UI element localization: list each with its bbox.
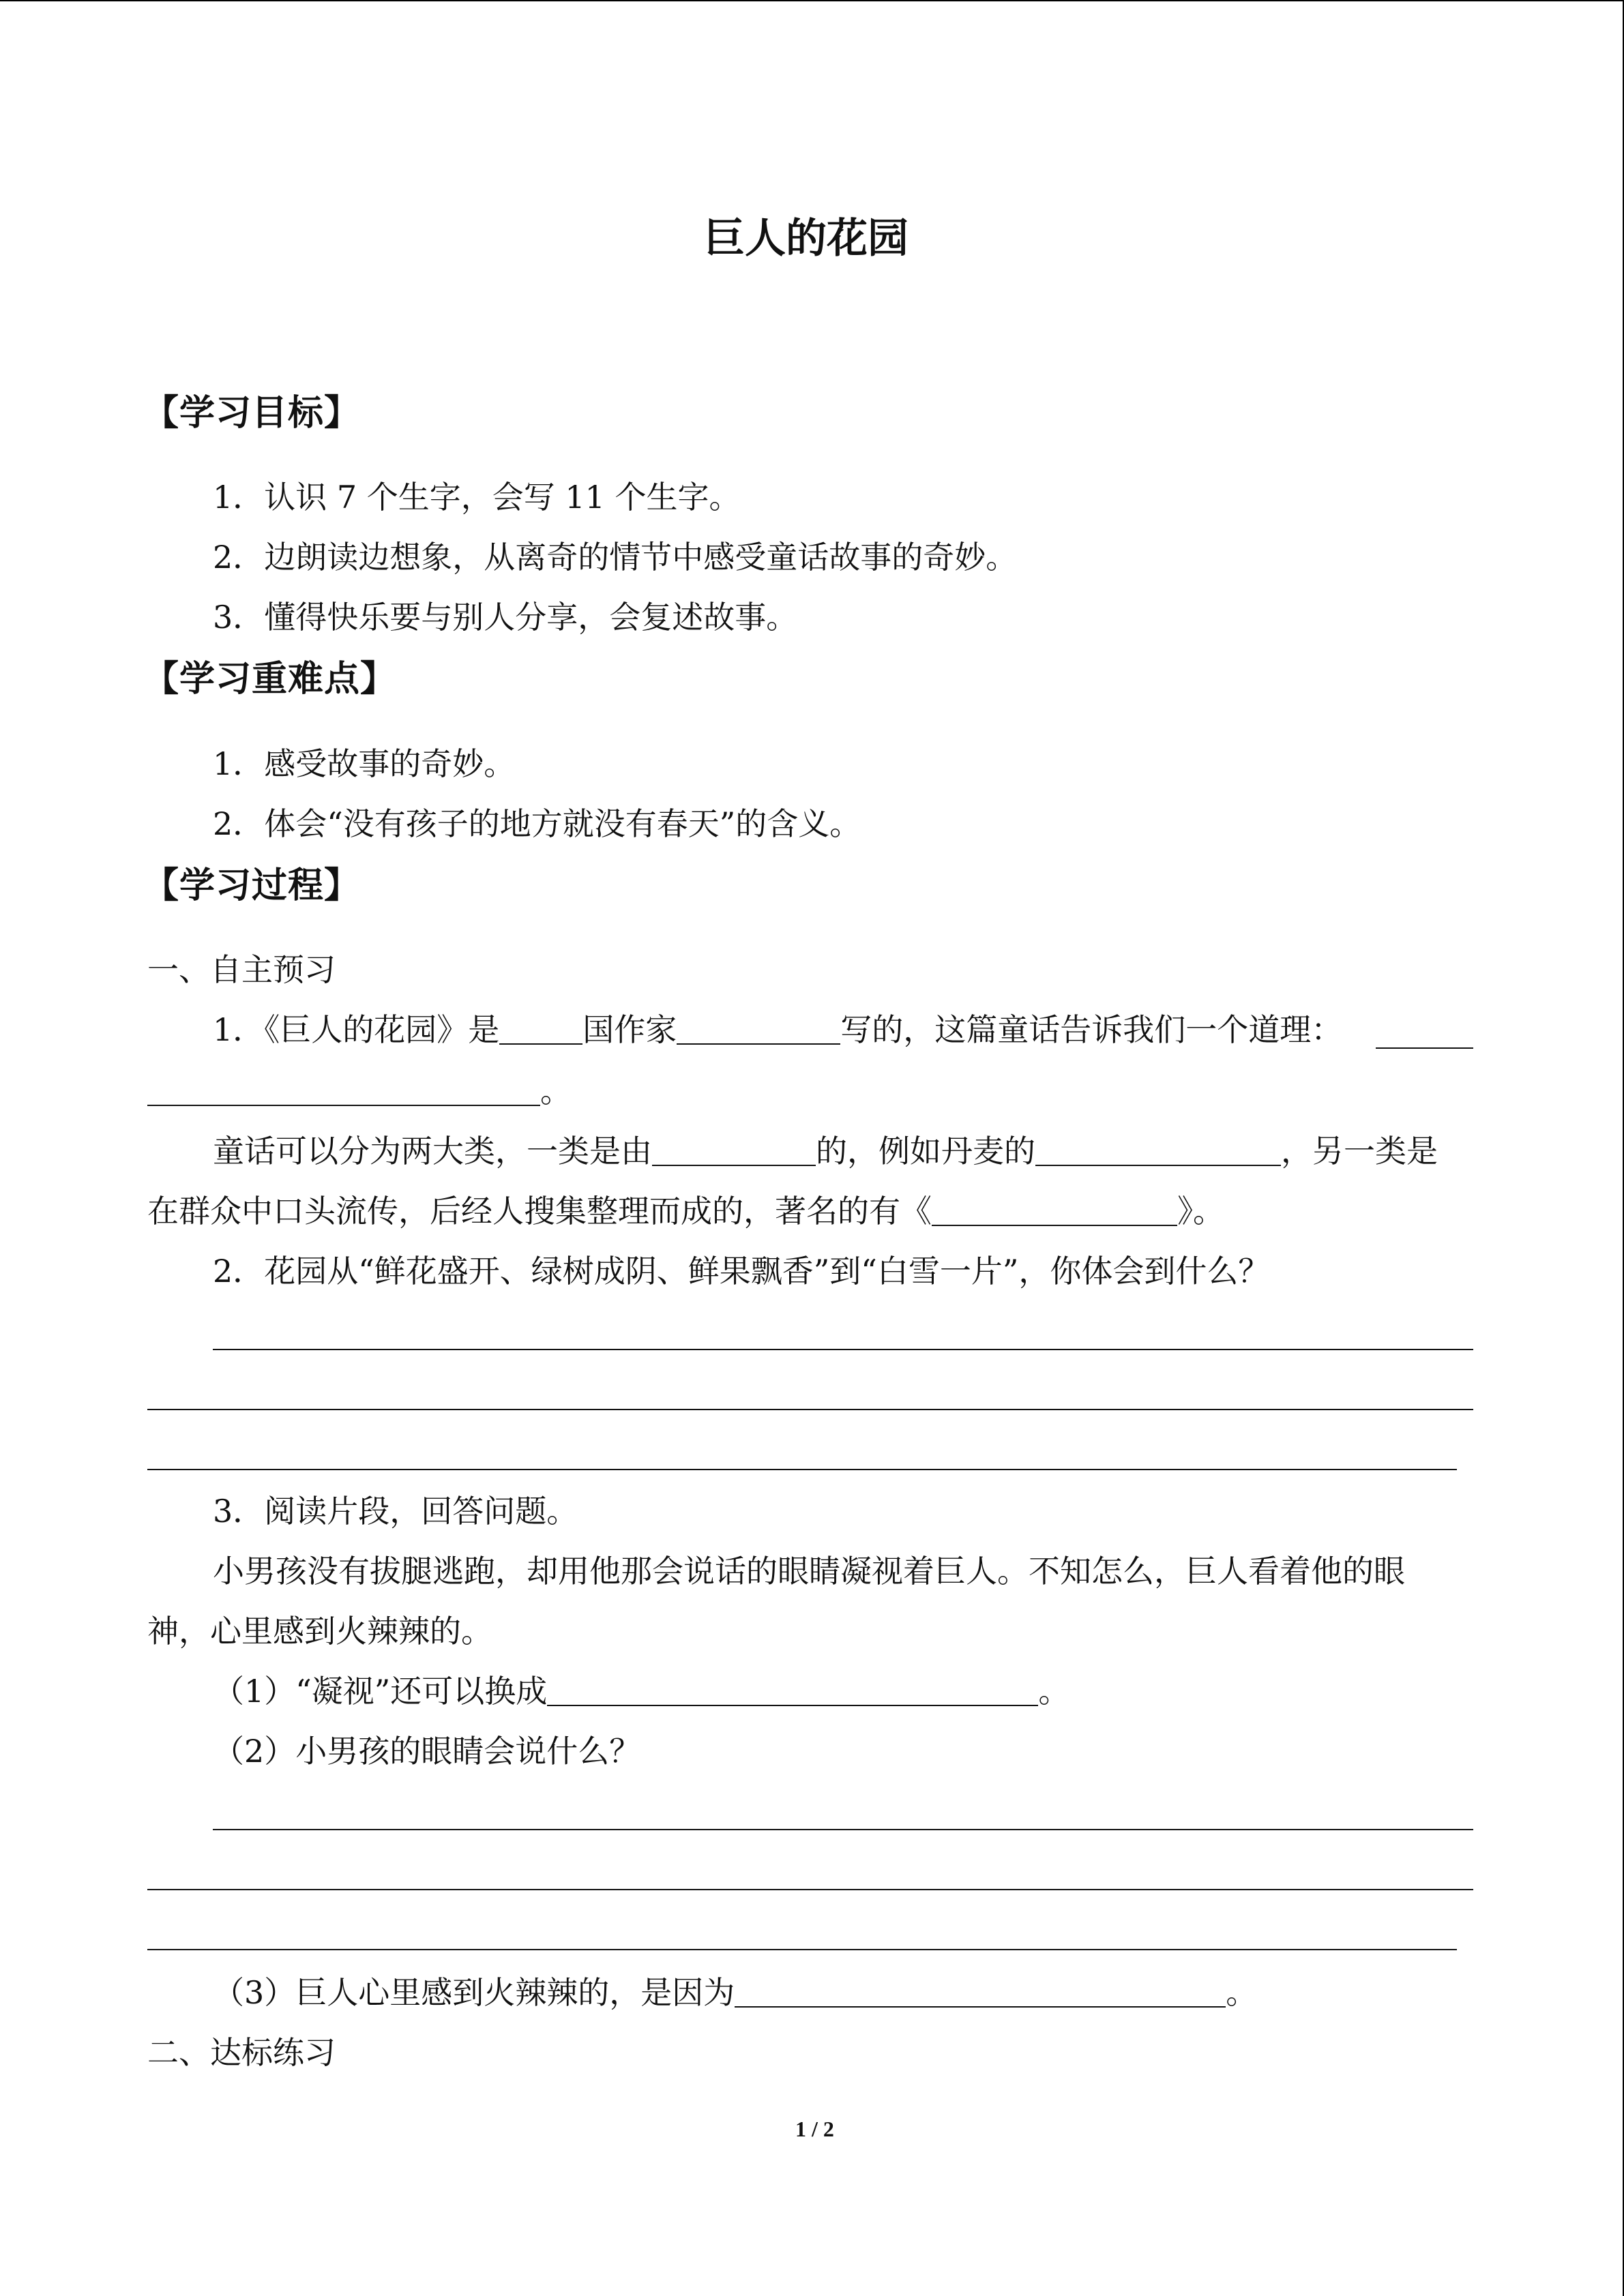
answer-line[interactable] xyxy=(213,1829,1473,1830)
question-text: 在群众中口头流传，后经人搜集整理而成的，著名的有《 xyxy=(147,1193,932,1229)
answer-line[interactable] xyxy=(147,1469,1457,1470)
question-2: 2．花园从“鲜花盛开、绿树成阴、鲜果飘香”到“白雪一片”，你体会到什么？ xyxy=(213,1253,1270,1289)
sub-question-1 xyxy=(213,1671,1069,1712)
keypoint-item: 1．感受故事的奇妙。 xyxy=(213,745,516,782)
answer-line[interactable] xyxy=(213,1349,1473,1350)
question-text: 。 xyxy=(540,1073,572,1109)
passage-text: 小男孩没有拔腿逃跑，却用他那会说话的眼睛凝视着巨人。不知怎么，巨人看着他的眼 xyxy=(213,1553,1405,1590)
process-heading: 【学习过程】 xyxy=(143,865,361,906)
goals-heading: 【学习目标】 xyxy=(143,392,361,434)
goal-item: 2．边朗读边想象，从离奇的情节中感受童话故事的奇妙。 xyxy=(213,539,1018,576)
question-3: 3．阅读片段，回答问题。 xyxy=(213,1493,578,1530)
page-number: 1 / 2 xyxy=(795,2117,834,2141)
page-title: 巨人的花园 xyxy=(704,215,909,263)
answer-blank-moral[interactable] xyxy=(147,1075,540,1106)
section-title: 二、达标练习 xyxy=(147,2034,336,2071)
answer-blank-synonym[interactable] xyxy=(547,1675,1038,1706)
section-title: 一、自主预习 xyxy=(147,951,336,988)
question-text: （1）“凝视”还可以换成 xyxy=(213,1673,548,1710)
question-text: 。 xyxy=(1038,1673,1070,1710)
answer-blank-author[interactable] xyxy=(677,1013,840,1045)
answer-blank-reason[interactable] xyxy=(735,1976,1226,2008)
keypoints-heading: 【学习重难点】 xyxy=(143,658,397,700)
fairy-tale-line-2 xyxy=(147,1191,1224,1232)
question-text: 的，例如丹麦的 xyxy=(816,1133,1035,1169)
answer-line[interactable] xyxy=(147,1889,1473,1890)
question-text: 童话可以分为两大类，一类是由 xyxy=(213,1133,652,1169)
question-text: 。 xyxy=(1226,1974,1258,2011)
question-text: 1．《巨人的花园》是 xyxy=(213,1011,500,1048)
answer-line-moral[interactable] xyxy=(1376,1047,1473,1049)
question-text: ，另一类是 xyxy=(1281,1133,1438,1169)
sub-question-2: （2）小男孩的眼睛会说什么？ xyxy=(213,1733,641,1770)
question-1-cont xyxy=(147,1071,572,1112)
answer-blank-danish-author[interactable] xyxy=(1035,1135,1281,1166)
question-text: 》。 xyxy=(1177,1193,1224,1229)
keypoint-item: 2．体会“没有孩子的地方就没有春天”的含义。 xyxy=(213,805,861,842)
passage-text: 神，心里感到火辣辣的。 xyxy=(147,1613,492,1650)
sub-question-3 xyxy=(213,1972,1257,2013)
answer-blank-country[interactable] xyxy=(499,1013,582,1045)
answer-blank-folk-tale[interactable] xyxy=(932,1195,1177,1226)
fairy-tale-line xyxy=(213,1131,1438,1172)
goal-item: 1．认识 7 个生字，会写 11 个生字。 xyxy=(213,479,741,516)
answer-line[interactable] xyxy=(147,1949,1457,1950)
goal-item: 3．懂得快乐要与别人分享，会复述故事。 xyxy=(213,599,798,636)
answer-line[interactable] xyxy=(147,1409,1473,1410)
question-text: （3）巨人心里感到火辣辣的，是因为 xyxy=(213,1974,735,2011)
answer-blank-type[interactable] xyxy=(652,1135,816,1166)
question-text: 国作家 xyxy=(582,1011,677,1048)
question-1 xyxy=(213,1009,1342,1050)
question-text: 写的，这篇童话告诉我们一个道理： xyxy=(840,1011,1343,1048)
